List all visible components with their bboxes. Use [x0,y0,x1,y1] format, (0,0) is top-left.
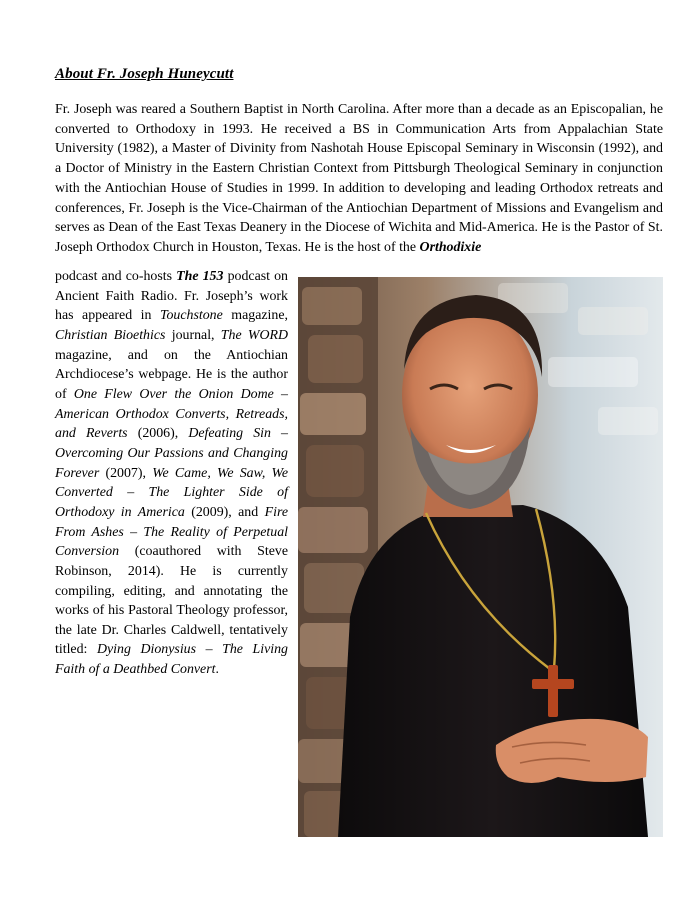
side-text-2: podcast on Ancient Faith Radio. Fr. Joseph’s work has appeared in [55,269,288,324]
side-text-5: magazine, and on the Antiochian Archdiocese’s webpage. He is the author of [55,347,288,402]
touchstone-title: Touchstone [160,308,223,324]
side-text-6: (2006), [127,426,189,442]
the153-podcast-title: The 153 [176,269,224,284]
side-text-4: journal, [165,327,221,343]
side-text-7: (2007), [99,465,153,481]
side-text-3: magazine, [222,308,288,324]
christian-bioethics-title: Christian Bioethics [55,327,166,343]
page-title: About Fr. Joseph Huneycutt [55,66,234,82]
book-defeating-sin: Defeating Sin – Overcoming Our Passions and Changing Forever [55,426,288,481]
side-text-10: . [215,662,219,678]
intro-text: Fr. Joseph was reared a Southern Baptist in North Carolina. After more than a decade as an Episcopalian, he converted to Orthodoxy in 1993. He received a BS in Communication Arts from Appalachian State University (1982), a Master of Divinity from Nashotah House Episcopal Seminary in Wisconsin (1992), and a Doctor of Ministry in the Eastern Christian Context from Pittsburgh Theological Seminary in conjunction with the Antiochian House of Studies in 1999. In addition to developing and leading Orthodox retreats and conferences, Fr. Joseph is the Vice-Chairman of the Antiochian Department of Missions and Evangelism and serves as Dean of the East Texas Deanery in the Diocese of Wichita and Mid-America. He is the Pastor of St. Joseph Orthodox Church in Houston, Texas. He is the host of the [55,102,663,255]
portrait-photo [298,277,663,837]
book-dying-dionysius: Dying Dionysius – The Living Faith of a Deathbed Convert [55,642,288,678]
side-paragraph [55,267,288,680]
portrait-illustration [298,277,663,837]
side-text-8: (2009), and [184,504,265,520]
book-fire-from-ashes: Fire From Ashes – The Reality of Perpetual Conversion [55,504,288,560]
side-text-9: (coauthored with Steve Robinson, 2014). He is currently compiling, editing, and annotating the works of his Pastoral Theology professor, the late Dr. Charles Caldwell, tentatively titled: [55,544,288,658]
side-text-1: podcast and co-hosts [55,269,177,284]
the-word-title: The WORD [220,327,289,343]
book-onion-dome: One Flew Over the Onion Dome – American Orthodox Converts, Retreads, and Reverts [55,386,289,442]
book-we-came: We Came, We Saw, We Converted – The Lighter Side of Orthodoxy in America [55,465,289,520]
orthodixie-podcast-title: Orthodixie [419,239,482,255]
intro-paragraph [55,100,663,258]
